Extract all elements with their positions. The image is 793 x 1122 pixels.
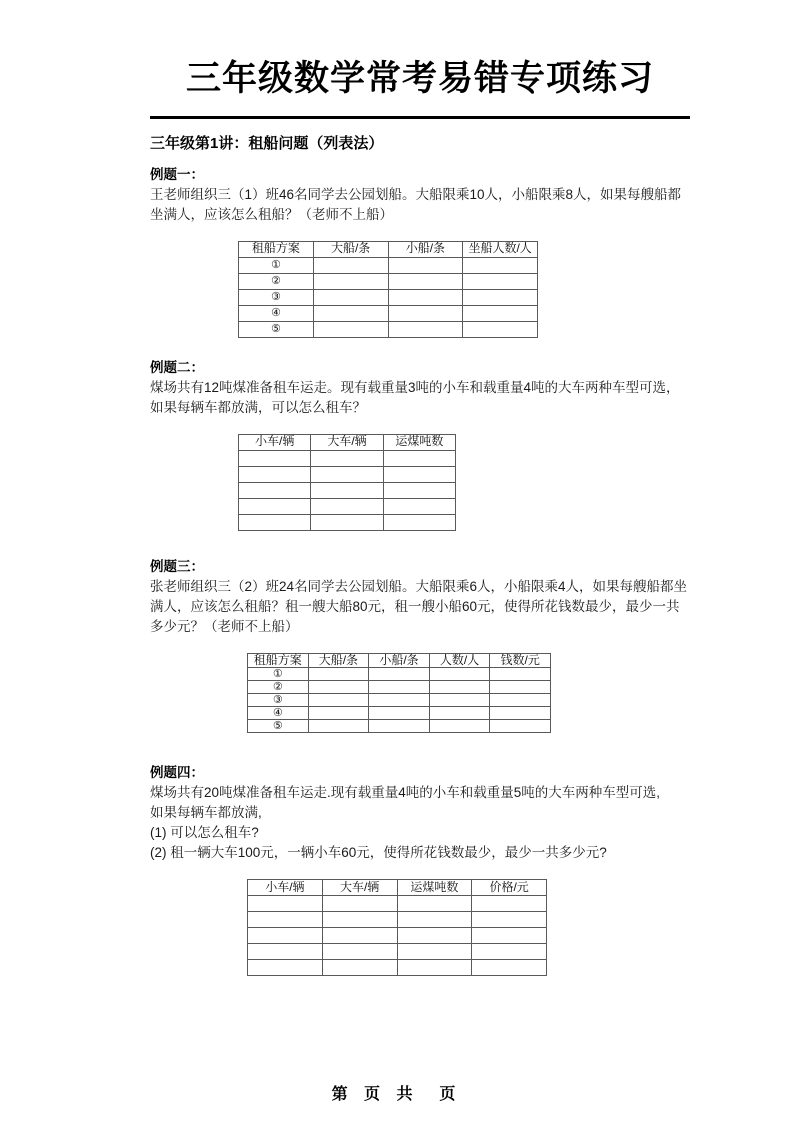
problem-text [150,378,690,418]
empty-cell [397,944,472,960]
problem-label: 例题四： [150,765,204,781]
problem-table [238,241,690,338]
row-label-cell: ⑤ [239,321,314,337]
problem-text-line: 张老师组织三（2）班24名同学去公园划船。大船限乘6人，小船限乘4人，如果每艘船都坐满人，应该怎么租船？租一艘大船80元，租一艘小船60元，使得所花钱数最少，最少一共多少元？（老师不上船） [150,578,688,634]
table-row [248,960,547,976]
empty-cell [239,466,311,482]
empty-cell [490,720,551,733]
empty-cell [463,273,538,289]
problem-label: 例题三： [150,558,204,574]
page-subtitle: 三年级第1讲：租船问题（列表法） [150,134,384,152]
table-row [239,482,456,498]
empty-cell [239,498,311,514]
table-header-cell: 人数/人 [429,653,490,667]
row-label-cell: ④ [239,305,314,321]
table-row [239,450,456,466]
table-header-cell: 小车/辆 [239,434,311,450]
problem-section-2 [150,358,690,531]
empty-cell [388,257,463,273]
table-row [248,912,547,928]
problem-table [238,434,690,531]
problem-section-4 [150,763,690,976]
empty-cell [248,928,323,944]
problem-label: 例题二： [150,359,204,375]
row-label-cell: ① [248,667,309,680]
empty-cell [322,928,397,944]
empty-cell [463,321,538,337]
empty-cell [429,693,490,706]
table-header-row [248,880,547,896]
title-divider [150,116,690,119]
table-header-row [239,241,538,257]
empty-cell [397,960,472,976]
table-row [239,305,538,321]
problem-section-3 [150,557,690,734]
empty-cell [369,706,430,719]
table-row [248,896,547,912]
table-header-cell: 大船/条 [308,653,369,667]
table-header-row [239,434,456,450]
empty-cell [397,928,472,944]
worksheet-table-grid [247,879,547,976]
problem-section-1 [150,165,690,338]
worksheet-table-grid [238,241,538,338]
problem-text-line: (1) 可以怎么租车? [150,825,259,841]
problem-text-line: 煤场共有12吨煤准备租车运走。现有载重量3吨的小车和载重量4吨的大车两种车型可选，如果每辆车都放满，可以怎么租车？ [150,379,680,415]
table-row [248,693,551,706]
empty-cell [308,693,369,706]
empty-cell [248,960,323,976]
table-header-cell: 运煤吨数 [383,434,455,450]
table-header-cell: 租船方案 [248,653,309,667]
table-row [239,498,456,514]
table-header-cell: 大车/辆 [322,880,397,896]
empty-cell [369,680,430,693]
empty-cell [313,273,388,289]
problem-text [150,577,690,637]
row-label-cell: ② [239,273,314,289]
row-label-cell: ② [248,680,309,693]
problem-text-line: (2) 租一辆大车100元，一辆小车60元，使得所花钱数最少，最少一共多少元? [150,845,607,861]
empty-cell [388,289,463,305]
empty-cell [397,912,472,928]
empty-cell [248,896,323,912]
empty-cell [383,450,455,466]
empty-cell [322,896,397,912]
empty-cell [429,667,490,680]
page-title: 三年级数学常考易错专项练习 [185,59,654,98]
empty-cell [388,273,463,289]
row-label-cell: ③ [248,693,309,706]
problem-text [150,185,690,225]
problem-table [247,879,690,976]
empty-cell [463,257,538,273]
empty-cell [369,693,430,706]
empty-cell [239,482,311,498]
empty-cell [472,896,547,912]
empty-cell [313,305,388,321]
table-header-cell: 小车/辆 [248,880,323,896]
table-header-cell: 钱数/元 [490,653,551,667]
row-label-cell: ④ [248,706,309,719]
empty-cell [490,706,551,719]
empty-cell [313,257,388,273]
row-label-cell: ③ [239,289,314,305]
table-row [248,928,547,944]
row-label-cell: ⑤ [248,720,309,733]
empty-cell [313,321,388,337]
empty-cell [429,706,490,719]
empty-cell [248,944,323,960]
table-header-cell: 大船/条 [313,241,388,257]
empty-cell [463,305,538,321]
empty-cell [472,912,547,928]
table-row [239,466,456,482]
table-header-cell: 大车/辆 [311,434,383,450]
table-header-cell: 小船/条 [369,653,430,667]
worksheet-table-grid [238,434,456,531]
table-header-cell: 价格/元 [472,880,547,896]
row-label-cell: ① [239,257,314,273]
empty-cell [239,450,311,466]
table-row [239,514,456,530]
table-row [248,667,551,680]
empty-cell [472,960,547,976]
empty-cell [308,720,369,733]
empty-cell [463,289,538,305]
worksheet-table-grid [247,653,551,734]
table-row [248,720,551,733]
empty-cell [472,944,547,960]
empty-cell [322,960,397,976]
table-header-cell: 小船/条 [388,241,463,257]
problem-text-line: 王老师组织三（1）班46名同学去公园划船。大船限乘10人，小船限乘8人，如果每艘船都坐满人，应该怎么租船？（老师不上船） [150,186,682,222]
empty-cell [383,466,455,482]
page-footer: 第 页 共 页 [331,1086,462,1103]
empty-cell [313,289,388,305]
empty-cell [308,667,369,680]
empty-cell [311,466,383,482]
table-row [239,273,538,289]
empty-cell [388,305,463,321]
empty-cell [397,896,472,912]
table-row [248,706,551,719]
empty-cell [311,450,383,466]
empty-cell [308,680,369,693]
empty-cell [388,321,463,337]
table-header-cell: 运煤吨数 [397,880,472,896]
empty-cell [308,706,369,719]
table-header-cell: 坐船人数/人 [463,241,538,257]
problem-table [247,653,690,734]
empty-cell [239,514,311,530]
problem-label: 例题一： [150,166,204,182]
problem-text-line: 煤场共有20吨煤准备租车运走.现有载重量4吨的小车和载重量5吨的大车两种车型可选, [150,785,661,801]
table-header-row [248,653,551,667]
empty-cell [322,944,397,960]
table-header-cell: 租船方案 [239,241,314,257]
table-row [248,680,551,693]
empty-cell [490,693,551,706]
empty-cell [248,912,323,928]
empty-cell [429,720,490,733]
empty-cell [369,667,430,680]
empty-cell [429,680,490,693]
empty-cell [472,928,547,944]
empty-cell [311,514,383,530]
table-row [239,321,538,337]
empty-cell [490,680,551,693]
problem-text-line: 如果每辆车都放满, [150,805,262,821]
empty-cell [383,482,455,498]
empty-cell [369,720,430,733]
table-row [239,289,538,305]
table-row [239,257,538,273]
empty-cell [383,514,455,530]
problem-text [150,783,690,863]
empty-cell [383,498,455,514]
empty-cell [311,482,383,498]
empty-cell [311,498,383,514]
table-row [248,944,547,960]
empty-cell [490,667,551,680]
empty-cell [322,912,397,928]
